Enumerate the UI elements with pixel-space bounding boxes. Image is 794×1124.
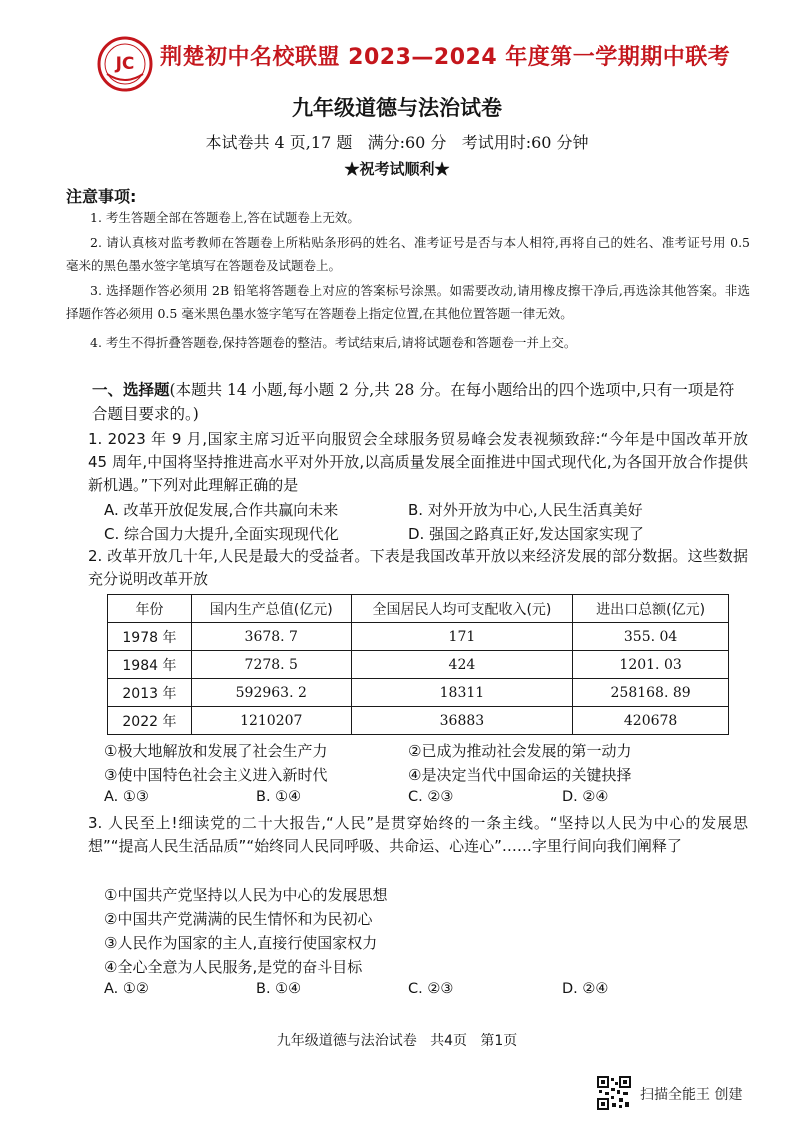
table-header-row [108, 595, 729, 623]
table-row [108, 651, 729, 679]
q2-option-b[interactable]: B. ①④ [256, 789, 302, 805]
section-description: (本题共 14 小题,每小题 2 分,共 28 分。在每小题给出的四个选项中,只有一项是符合题目要求的。) [92, 381, 735, 423]
table-cell: 171 [351, 623, 573, 651]
logo-text: JC [115, 54, 135, 74]
q2-statement-4: ④是决定当代中国命运的关键抉择 [408, 766, 632, 784]
page-footer: 九年级道德与法治试卷 共4页 第1页 [276, 1033, 518, 1049]
table-header-cell: 进出口总额(亿元) [573, 595, 729, 623]
table-cell: 420678 [573, 707, 729, 735]
table-header-cell: 国内生产总值(亿元) [191, 595, 351, 623]
table-header-cell: 全国居民人均可支配收入(元) [351, 595, 573, 623]
q3-statement-4: ④全心全意为人民服务,是党的奋斗目标 [104, 958, 363, 976]
table-cell: 7278. 5 [191, 651, 351, 679]
table-cell: 1210207 [191, 707, 351, 735]
question-3-text: 3. 人民至上!细读党的二十大报告,“人民”是贯穿始终的一条主线。“坚持以人民为中心的发展思想”“提高人民生活品质”“始终同人民同呼吸、共命运、心连心”……字里行间向我们阐释了 [88, 814, 748, 855]
question-2-text: 2. 改革开放几十年,人民是最大的受益者。下表是我国改革开放以来经济发展的部分数据。这些数据充分说明改革开放 [88, 547, 748, 588]
qr-code-icon [597, 1076, 631, 1110]
q2-option-d[interactable]: D. ②④ [562, 789, 609, 805]
table-cell: 1984 年 [108, 651, 192, 679]
q3-statement-2: ②中国共产党满满的民生情怀和为民初心 [104, 910, 373, 928]
exam-info: 本试卷共 4 页,17 题 满分:60 分 考试用时:60 分钟 [205, 133, 589, 152]
notice-item: 4. 考生不得折叠答题卷,保持答题卷的整洁。考试结束后,请将试题卷和答题卷一并上交。 [90, 335, 577, 350]
exam-title: 荆楚初中名校联盟 2023—2024 年度第一学期期中联考 [160, 45, 731, 70]
q3-statement-1: ①中国共产党坚持以人民为中心的发展思想 [104, 886, 388, 904]
table-cell: 18311 [351, 679, 573, 707]
question-1-text: 1. 2023 年 9 月,国家主席习近平向服贸会全球服务贸易峰会发表视频致辞:“今年是中国改革开放 45 周年,中国将坚持推进高水平对外开放,以高质量发展全面推进中国式现代化,为各国开放合作提供新机遇。”下列对此理解正确的是 [88, 430, 748, 494]
q2-statement-3: ③使中国特色社会主义进入新时代 [104, 766, 328, 784]
notice-item: 3. 选择题作答必须用 2B 铅笔将答题卷上对应的答案标号涂黑。如需要改动,请用橡皮擦干净后,再选涂其他答案。非选择题作答必须用 0.5 毫米黑色墨水签字笔写在答题卷上指定位置,在其他位置答题一律无效。 [66, 283, 750, 321]
table-cell: 592963. 2 [191, 679, 351, 707]
table-header-cell: 年份 [108, 595, 192, 623]
q2-statement-2: ②已成为推动社会发展的第一动力 [408, 742, 632, 760]
table-cell: 36883 [351, 707, 573, 735]
table-cell: 424 [351, 651, 573, 679]
scanner-watermark: 扫描全能王 创建 [640, 1087, 743, 1103]
table-row [108, 707, 729, 735]
table-cell: 2013 年 [108, 679, 192, 707]
q1-option-d[interactable]: D. 强国之路真正好,发达国家实现了 [408, 525, 644, 543]
section-heading [92, 378, 742, 426]
notice-heading: 注意事项: [66, 187, 137, 206]
table-cell: 2022 年 [108, 707, 192, 735]
table-cell: 355. 04 [573, 623, 729, 651]
school-alliance-logo [97, 36, 153, 92]
q2-statement-1: ①极大地解放和发展了社会生产力 [104, 742, 328, 760]
table-cell: 1978 年 [108, 623, 192, 651]
q2-option-a[interactable]: A. ①③ [104, 789, 149, 805]
q3-option-b[interactable]: B. ①④ [256, 981, 302, 997]
q3-option-c[interactable]: C. ②③ [408, 981, 454, 997]
table-cell: 1201. 03 [573, 651, 729, 679]
notice-item: 2. 请认真核对监考教师在答题卷上所粘贴条形码的姓名、准考证号是否与本人相符,再将自己的姓名、准考证号用 0.5 毫米的黑色墨水签字笔填写在答题卷及试题卷上。 [66, 235, 750, 273]
table-cell: 3678. 7 [191, 623, 351, 651]
q1-option-c[interactable]: C. 综合国力大提升,全面实现现代化 [104, 525, 339, 543]
blessing: ★祝考试顺利★ [344, 160, 450, 178]
table-cell: 258168. 89 [573, 679, 729, 707]
table-row [108, 679, 729, 707]
q2-option-c[interactable]: C. ②③ [408, 789, 454, 805]
notice-item: 1. 考生答题全部在答题卷上,答在试题卷上无效。 [90, 210, 360, 225]
q1-option-b[interactable]: B. 对外开放为中心,人民生活真美好 [408, 501, 643, 519]
q3-statement-3: ③人民作为国家的主人,直接行使国家权力 [104, 934, 378, 952]
section-title: 一、选择题 [92, 381, 170, 399]
q3-option-a[interactable]: A. ①② [104, 981, 149, 997]
subject-title: 九年级道德与法治试卷 [292, 96, 502, 120]
q1-option-a[interactable]: A. 改革开放促发展,合作共赢向未来 [104, 501, 339, 519]
table-row [108, 623, 729, 651]
q3-option-d[interactable]: D. ②④ [562, 981, 609, 997]
economic-data-table [107, 594, 729, 735]
